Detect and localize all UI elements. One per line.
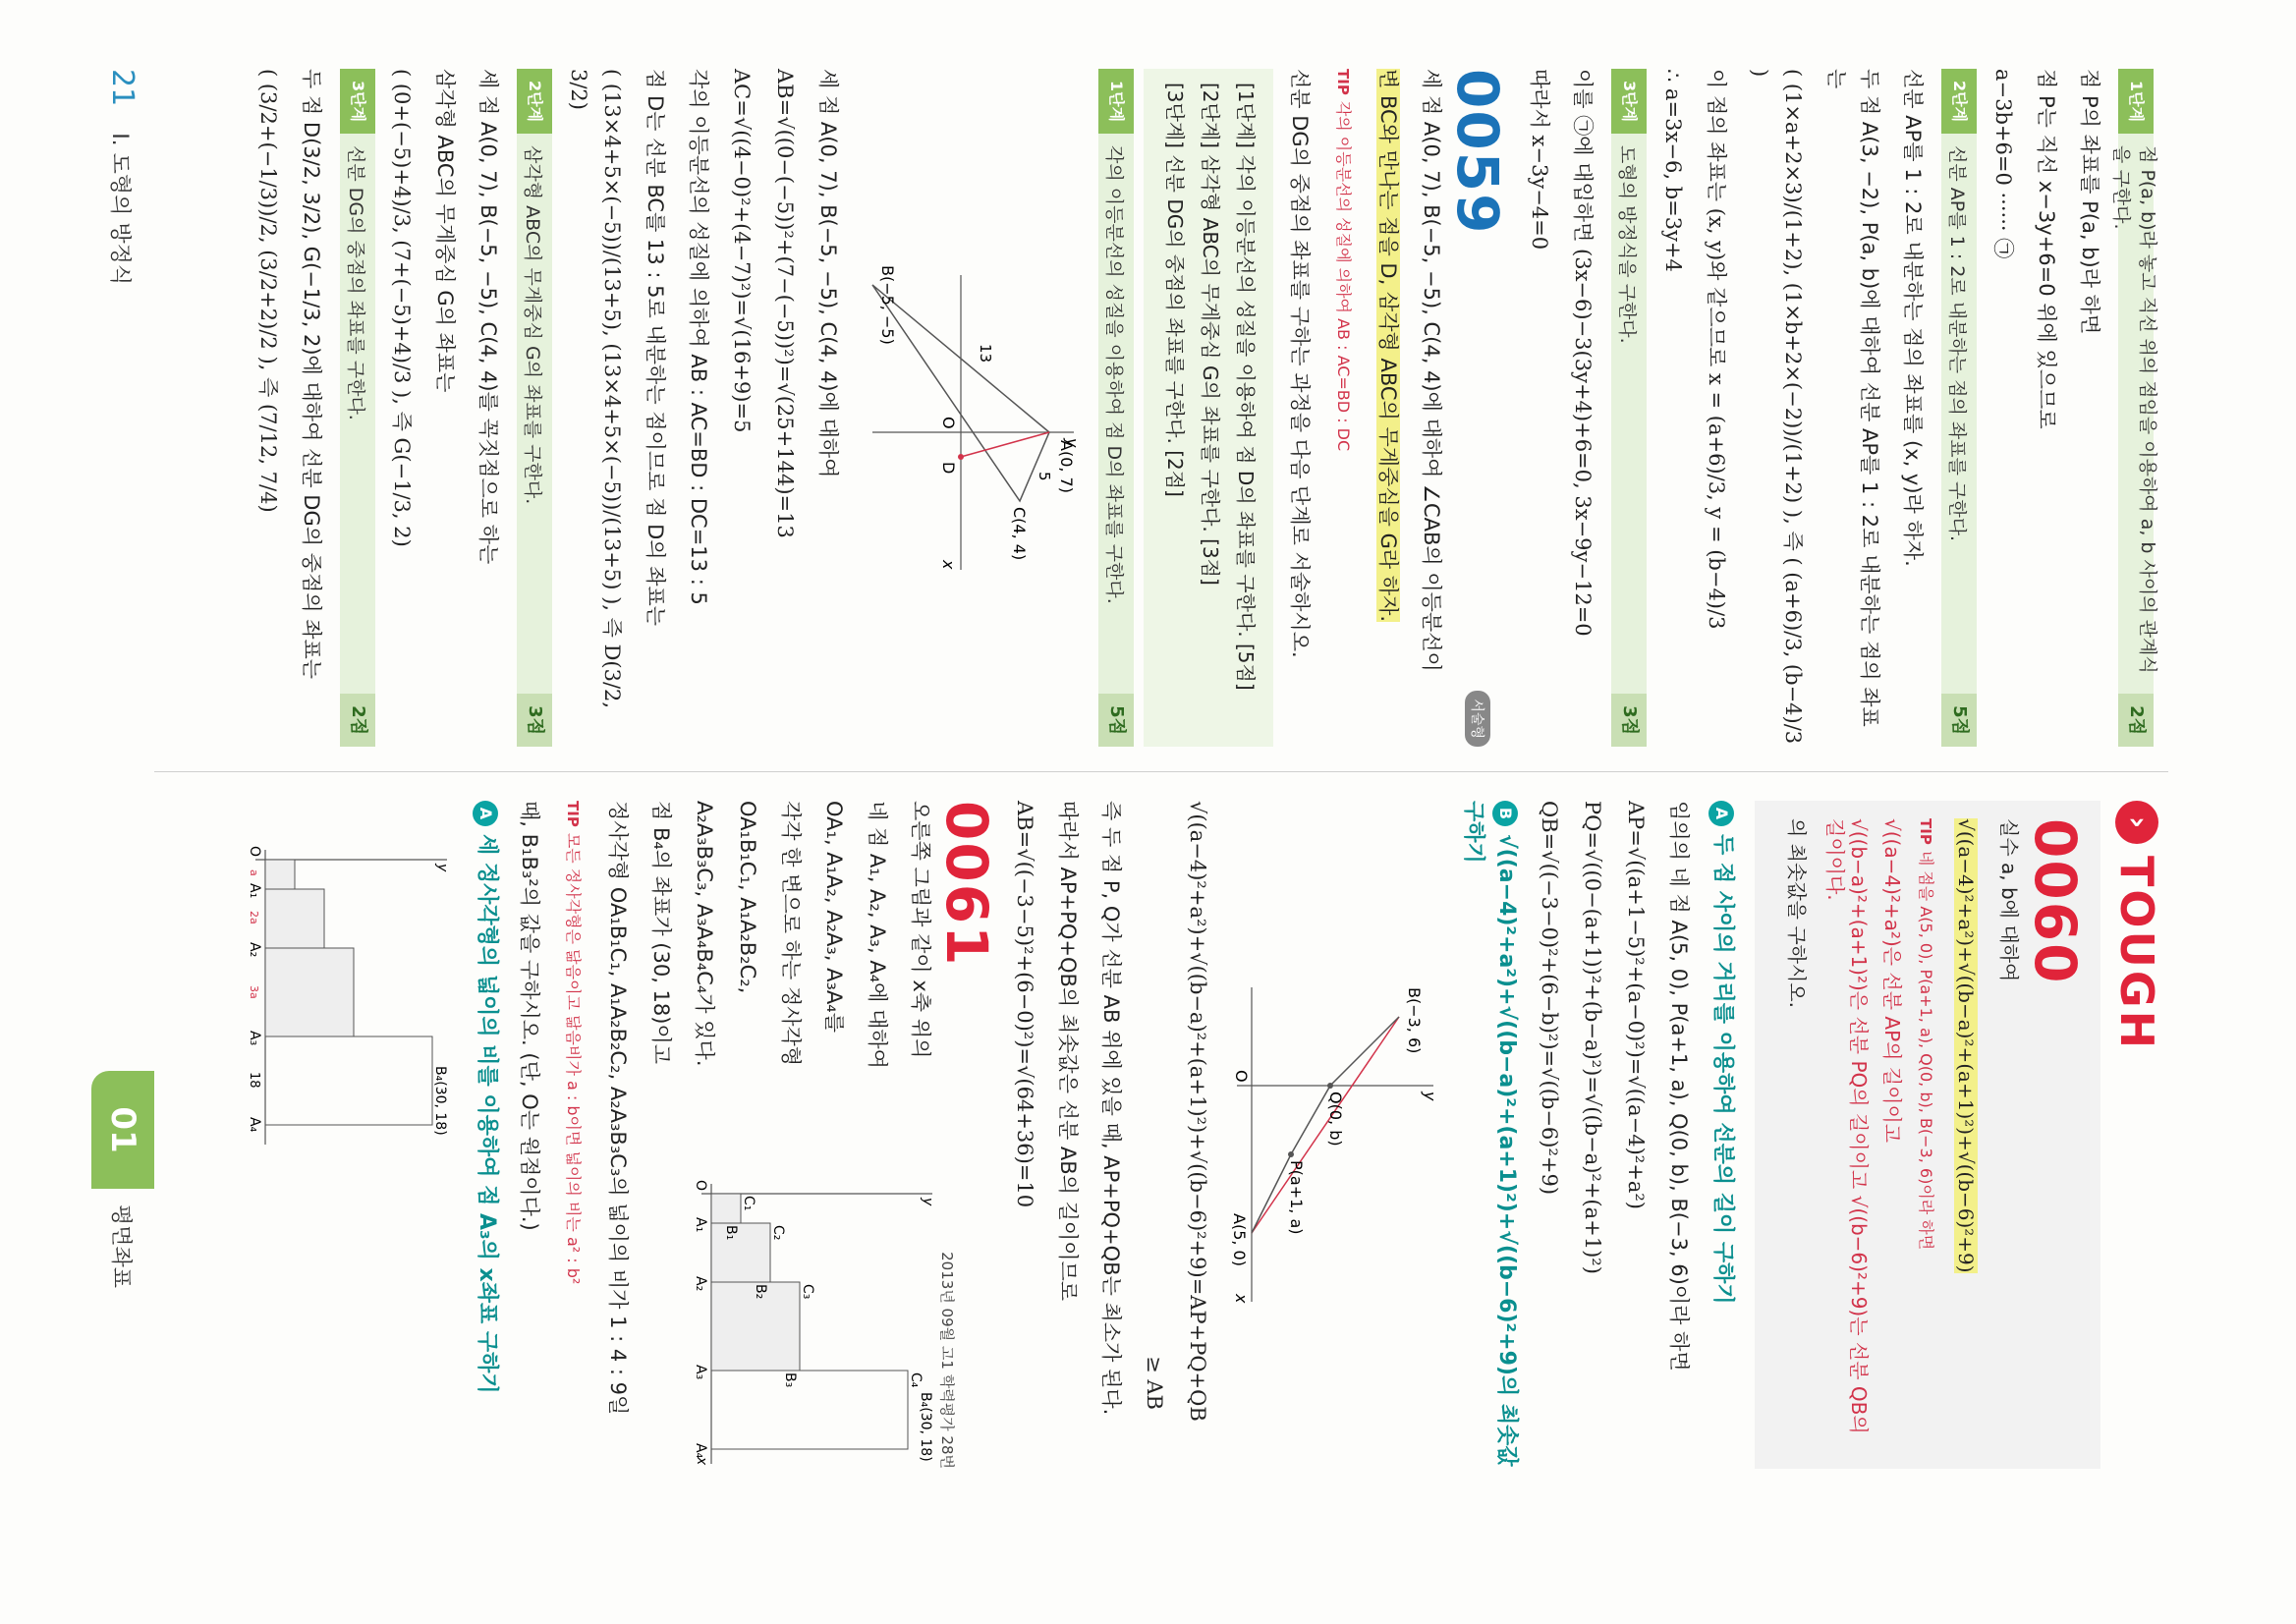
- label-b4: B₄(30, 18): [918, 1392, 933, 1462]
- step-text: 점 P(a, b)라 놓고 직선 위의 점임을 이용하여 a, b 사이의 관계식을 구한다.: [2110, 145, 2158, 674]
- step-points: 5점: [1941, 694, 1977, 747]
- svg-text:a: a: [248, 869, 260, 876]
- tip-line: TIP모든 정사각형은 닮음이고 닮음비가 a : b이면 넓이의 비는 a² : b²: [564, 801, 583, 1285]
- solution-line: 점 D는 선분 BC를 13 : 5로 내분하는 점이므로 점 D의 좌표는: [644, 69, 667, 627]
- step-text: 선분 DG의 중점의 좌표를 구한다.: [345, 145, 367, 420]
- solution-line: ≥ AB: [1143, 1356, 1166, 1410]
- left-column: [242, 69, 2163, 747]
- label-a2: A₂: [693, 1276, 708, 1292]
- path-figure: [1232, 978, 1438, 1312]
- square-1: [711, 1194, 741, 1223]
- chapter-number: 01: [91, 1071, 154, 1189]
- solution-line: 점 P의 좌표를 P(a, b)라 하면: [2078, 69, 2101, 335]
- solution-line: ( (1×a+2×3)/(1+2), (1×b+2×(−2))/(1+2) ), 즉 ( (a+6)/3, (b−4)/3 ): [1748, 69, 1805, 745]
- triangle-figure: [863, 265, 1079, 580]
- solution-line: 두 점 D(3/2, 3/2), G(−1/3, 2)에 대하여 선분 DG의 중점의 좌표는: [300, 69, 323, 680]
- point-d: [958, 454, 964, 460]
- problem-text: [635, 801, 937, 1164]
- svg-text:B₄(30, 18): B₄(30, 18): [432, 1066, 448, 1136]
- label-5: 5: [1036, 472, 1053, 481]
- label-13: 13: [977, 344, 994, 364]
- label-y: [1063, 437, 1079, 448]
- segment-ab: [1252, 1017, 1399, 1233]
- label-b1: B₁: [723, 1225, 739, 1241]
- solution-line: 두 점 A(3, −2), P(a, b)에 대하여 선분 AP를 1 : 2로 내분하는 점의 좌표는: [1824, 69, 1881, 727]
- question-line: OA₁B₁C₁, A₁A₂B₂C₂,: [736, 801, 759, 994]
- step-text: 삼각형 ABC의 무게중심 G의 좌표를 구한다.: [522, 145, 544, 505]
- tip-line: √((a−4)²+a²)은 선분 AP의 길이이고: [1880, 818, 1904, 1144]
- label-o: O: [693, 1180, 708, 1192]
- step-points: 2점: [2118, 694, 2154, 747]
- question-line: 의 최솟값을 구하시오.: [1785, 818, 1809, 1008]
- solution-line: a−3b+6=0 ······ ㉠: [1991, 69, 2015, 259]
- label-a: A(0, 7): [1057, 440, 1076, 493]
- tip-badge: TIP: [1334, 69, 1352, 95]
- label-c1: C₁: [741, 1196, 756, 1211]
- step-points: 3점: [1611, 694, 1647, 747]
- problem-header: [1444, 69, 1511, 747]
- tough-label: TOUGH: [2110, 856, 2163, 1052]
- solution-line: ( (13×4+5×(−5))/(13+5), (13×4+5×(−5))/(13+5) ), 즉 D(3/2, 3/2): [567, 69, 624, 709]
- step-points: 2점: [340, 694, 375, 747]
- step-bar: [1611, 69, 1647, 747]
- solution-line: 이를 ㉠에 대입하면 (3x−6)−3(3y+4)+6=0, 3x−9y−12=0: [1571, 69, 1595, 637]
- svg-text:A₁: A₁: [247, 883, 262, 899]
- label-c3: C₃: [800, 1284, 815, 1300]
- problem-header: [933, 801, 1000, 1469]
- question-line: 선분 DG의 중점의 좌표를 구하는 과정을 다음 단계로 서술하시오.: [1288, 69, 1312, 658]
- label-q: Q(0, b): [1326, 1092, 1345, 1147]
- tip-line: TIP각의 이등분선의 성질에 의하여 AB : AC=BD : DC: [1334, 69, 1353, 452]
- squares-figure-2: [246, 840, 452, 1154]
- step-heading: A두 점 사이의 거리를 이용하여 선분의 길이 구하기: [1706, 801, 1739, 1469]
- solution-line: 점 P는 직선 x−3y+6=0 위에 있으므로: [2035, 69, 2058, 429]
- question-expression: √((a−4)²+a²)+√((b−a)²+(a+1)²)+√((b−6)²+9): [1954, 818, 1978, 1273]
- step-bar: [1941, 69, 1977, 747]
- step-instructions: [1144, 69, 1273, 747]
- question-line: 정사각형 OA₁B₁C₁, A₁A₂B₂C₂, A₂A₃B₃C₃의 넓이의 비가 1 : 4 : 9일: [606, 801, 630, 1416]
- question-line: 네 점 A₁, A₂, A₃, A₄에 대하여: [866, 801, 889, 1069]
- column-divider: [154, 771, 2168, 772]
- question-line: 오른쪽 그림과 같이 x축 위의: [909, 801, 932, 1059]
- step-heading: A세 정사각형의 넓이의 비를 이용하여 점 A₃의 x좌표 구하기: [470, 801, 503, 1469]
- tough-problem-box: [1755, 801, 2100, 1469]
- label-a: A(5, 0): [1232, 1213, 1249, 1266]
- instruction-line: [2단계] 삼각형 ABC의 무게중심 G의 좌표를 구한다. [3점]: [1199, 83, 1222, 586]
- solution-line: ( (0+(−5)+4)/3, (7+(−5)+4)/3 ), 즉 G(−1/3, 2): [390, 69, 414, 547]
- svg-text:A₂: A₂: [247, 942, 262, 958]
- solution-line: AB=√((0−(−5))²+(7−(−5))²)=√(25+144)=13: [773, 69, 797, 538]
- question-line: 점 B₄의 좌표가 (30, 18)이고: [649, 801, 673, 1065]
- label-d: D: [939, 462, 958, 475]
- svg-text:A₃: A₃: [247, 1031, 262, 1046]
- chapter-title: 평면좌표: [108, 1204, 134, 1289]
- step-tag: 3단계: [340, 69, 375, 134]
- solution-line: 이 점의 좌표는 (x, y)와 같으므로 x = (a+6)/3, y = (b−4)/3: [1705, 69, 1728, 630]
- tip-badge: TIP: [564, 801, 582, 827]
- question-line: 실수 a, b에 대하여: [1997, 818, 2021, 982]
- label-b: B(−5, −5): [878, 265, 897, 345]
- solution-line: 선분 AP를 1 : 2로 내분하는 점의 좌표를 (x, y)라 하자.: [1901, 69, 1925, 567]
- question-line: A₂A₃B₃C₃, A₃A₄B₄C₄가 있다.: [693, 801, 716, 1067]
- label-a1: A₁: [693, 1217, 708, 1233]
- label-b3: B₃: [782, 1372, 798, 1388]
- tip-line: TIP네 점을 A(5, 0), P(a+1, a), Q(0, b), B(−3, 6)이라 하면: [1917, 818, 1935, 1251]
- solution-line: 임의의 네 점 A(5, 0), P(a+1, a), Q(0, b), B(−3, 6)이라 하면: [1667, 801, 1691, 1372]
- step-a-icon: A: [473, 801, 498, 826]
- problem-number: 0060: [2022, 818, 2089, 985]
- label-x: x: [939, 560, 958, 570]
- square-4: [711, 1371, 908, 1449]
- svg-text:y: y: [434, 864, 450, 872]
- solution-line: AC=√((4−0)²+(4−7)²)=√(16+9)=5: [730, 69, 754, 433]
- solution-line: 각의 이등분선의 성질에 의하여 AB : AC=BD : DC=13 : 5: [687, 69, 710, 605]
- step-points: 5점: [1098, 694, 1134, 747]
- step-text: 각의 이등분선의 성질을 이용하여 점 D의 좌표를 구한다.: [1103, 145, 1126, 604]
- step-bar: [1098, 69, 1134, 747]
- question-line: 각각 한 변으로 하는 정사각형: [779, 801, 803, 1067]
- solution-line: 세 점 A(0, 7), B(−5, −5), C(4, 4)에 대하여: [816, 69, 840, 478]
- solution-line: 세 점 A(0, 7), B(−5, −5), C(4, 4)를 꼭짓점으로 하는: [476, 69, 500, 565]
- solution-line: √((a−4)²+a²)+√((b−a)²+(a+1)²)+√((b−6)²+9)=AP+PQ+QB: [1186, 801, 1209, 1422]
- step-text: 선분 AP를 1 : 2로 내분하는 점의 좌표를 구한다.: [1946, 145, 1969, 542]
- svg-text:3a: 3a: [248, 985, 260, 999]
- question-line: 변 BC와 만나는 점을 D, 삼각형 ABC의 무게중심을 G라 하자.: [1376, 69, 1400, 623]
- solution-line: 따라서 x−3y−4=0: [1528, 69, 1551, 251]
- label-b2: B₂: [753, 1284, 768, 1300]
- chapter-tab: [91, 1071, 154, 1288]
- solution-line: AP=√((a+1−5)²+(a−0)²)=√((a−4)²+a²): [1624, 801, 1648, 1209]
- svg-text:O: O: [247, 846, 262, 858]
- page-footer-left: [105, 69, 140, 285]
- solution-line: 즉 두 점 P, Q가 선분 AB 위에 있을 때, AP+PQ+QB는 최소가 된다.: [1099, 801, 1123, 1416]
- svg-text:2a: 2a: [248, 911, 260, 924]
- label-y: y: [920, 1198, 935, 1206]
- solution-line: ∴ a=3x−6, b=3y+4: [1661, 69, 1685, 272]
- squares-figure: [692, 1174, 937, 1469]
- step-tag: 1단계: [2118, 69, 2154, 134]
- step-tag: 1단계: [1098, 69, 1134, 134]
- essay-badge: 서술형: [1465, 691, 1490, 747]
- question-line: 세 점 A(0, 7), B(−5, −5), C(4, 4)에 대하여 ∠CAB의 이등분선이: [1420, 69, 1443, 672]
- label-x: x: [694, 1457, 709, 1466]
- label-c: C(4, 4): [1010, 507, 1029, 561]
- step-b-icon: B: [1492, 801, 1518, 826]
- tip-line: √((b−a)²+(a+1)²)은 선분 PQ의 길이이고 √((b−6)²+9)는 선분 QB의 길이이다.: [1823, 818, 1871, 1434]
- step-heading: B√((a−4)²+a²)+√((b−a)²+(a+1)²)+√((b−6)²+9)의 최솟값 구하기: [1461, 801, 1519, 1467]
- instruction-line: [1단계] 각의 이등분선의 성질을 이용하여 점 D의 좌표를 구한다. [5점]: [1234, 83, 1258, 691]
- step-points: 3점: [517, 694, 552, 747]
- solution-line: ( (3/2+(−1/3))/2, (3/2+2)/2 ), 즉 (7/12, 7/4): [256, 69, 280, 513]
- problem-number: 0061: [933, 801, 1000, 968]
- problem-source: 2013년 09월 고1 학력평가 28번: [938, 1252, 956, 1469]
- svg-text:A₄: A₄: [247, 1117, 262, 1133]
- label-p: P(a+1, a): [1287, 1160, 1306, 1235]
- page-number: 21: [105, 69, 140, 107]
- label-o: O: [1232, 1070, 1251, 1083]
- step-a-icon: A: [1708, 801, 1734, 826]
- question-line: OA₁, A₁A₂, A₂A₃, A₃A₄를: [822, 801, 846, 1033]
- solution-line: 따라서 AP+PQ+QB의 최솟값은 선분 AB의 길이이므로: [1056, 801, 1080, 1302]
- label-c2: C₂: [770, 1225, 786, 1241]
- solution-line: AB=√((−3−5)²+(6−0)²)=√(64+36)=10: [1013, 801, 1036, 1208]
- label-a3: A₃: [693, 1365, 708, 1380]
- solution-line: QB=√((−3−0)²+(6−b)²)=√((b−6)²+9): [1538, 801, 1561, 1196]
- step-bar: [340, 69, 375, 747]
- bisector-ad: [961, 432, 1049, 457]
- step-tag: 3단계: [1611, 69, 1647, 134]
- tip-badge: TIP: [1917, 818, 1934, 845]
- label-x: x: [1232, 1294, 1251, 1304]
- label-c4: C₄: [908, 1372, 924, 1388]
- label-o: O: [939, 417, 958, 429]
- instruction-line: [3단계] 선분 DG의 중점의 좌표를 구한다. [2점]: [1163, 83, 1187, 497]
- square-2: [711, 1223, 770, 1282]
- solution-line: 삼각형 ABC의 무게중심 G의 좌표는: [433, 69, 457, 393]
- question-line: 때, B₁B₃²의 값을 구하시오. (단, O는 원점이다.): [518, 801, 541, 1231]
- right-column: [228, 801, 2163, 1469]
- step-text: 도형의 방정식을 구한다.: [1616, 145, 1639, 344]
- solution-line: PQ=√((0−(a+1))²+(b−a)²)=√((b−a)²+(a+1)²): [1581, 801, 1604, 1274]
- tough-header: [2110, 801, 2163, 1469]
- problem-0061-body: [635, 801, 937, 1469]
- svg-text:18: 18: [247, 1072, 261, 1089]
- chevron-right-icon: ›: [2115, 801, 2158, 844]
- label-a4: A₄: [693, 1443, 708, 1459]
- label-b: B(−3, 6): [1405, 987, 1424, 1054]
- step-tag: 2단계: [1941, 69, 1977, 134]
- step-bar: [517, 69, 552, 747]
- chapter-label: I. 도형의 방정식: [107, 133, 132, 286]
- problem-number: 0059: [1444, 69, 1511, 236]
- step-bar: [2110, 69, 2158, 747]
- label-y: y: [1421, 1092, 1438, 1101]
- step-tag: 2단계: [517, 69, 552, 134]
